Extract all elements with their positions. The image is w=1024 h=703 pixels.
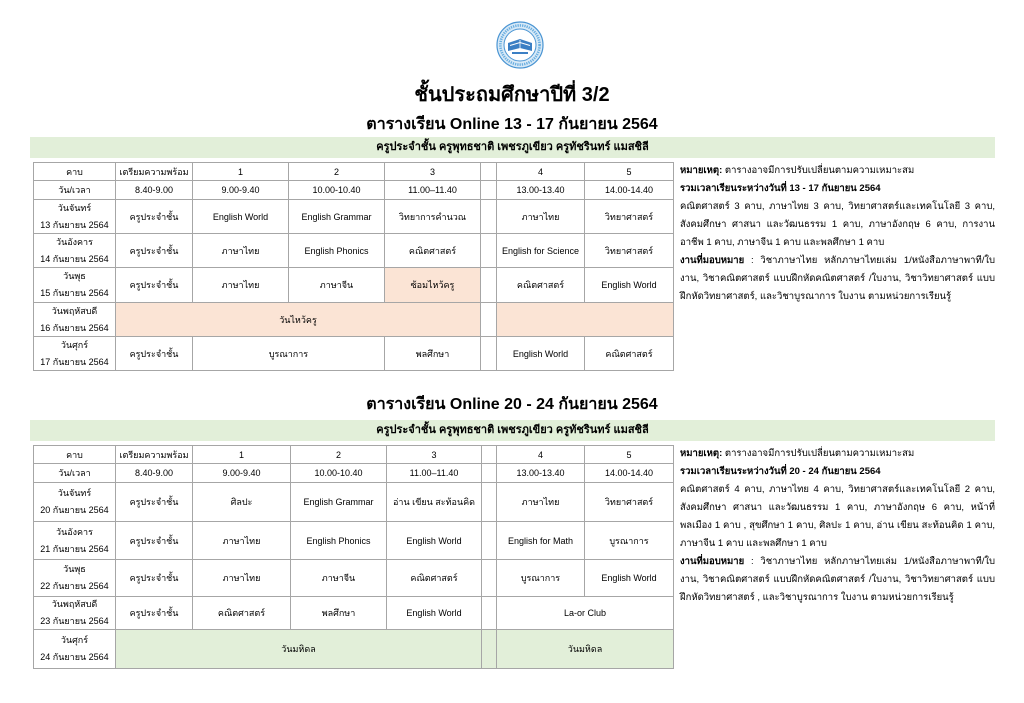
- subject-label: บูรณาการ: [609, 535, 649, 546]
- subject-label: English World: [601, 280, 657, 290]
- day-row: [34, 337, 674, 371]
- subject-label: คณิตศาสตร์: [605, 348, 653, 359]
- timetable-week-1: [33, 162, 674, 371]
- subject-label: ครูประจำชั้น: [129, 497, 179, 507]
- day-name: วันพฤหัสบดี: [51, 305, 98, 316]
- subject-label: English World: [406, 535, 462, 546]
- time-slot: 11.00–11.40: [408, 185, 457, 195]
- subject-cell: [193, 268, 289, 303]
- subject-label: พลศึกษา: [415, 348, 450, 359]
- day-row: [34, 630, 674, 669]
- subject-cell: [497, 522, 585, 560]
- lunch-break-cell: [482, 597, 497, 630]
- subject-label: ครูประจำชั้น: [129, 280, 179, 290]
- period-number-cell: [193, 446, 291, 464]
- lunch-break-cell: [481, 200, 497, 234]
- subject-label: English Phonics: [304, 245, 369, 256]
- subject-cell: [193, 200, 289, 234]
- subject-label: English World: [601, 573, 657, 583]
- subject-label: บูรณาการ: [520, 573, 561, 583]
- summary-text: คณิตศาสตร์ 4 คาบ, ภาษาไทย 4 คาบ, วิทยาศาสตร์และเทคโนโลยี 2 คาบ, สังคมศึกษา ศาสนา และวัฒนธรรม 1 คาบ, ภาษาอังกฤษ 6 คาบ, หน้าที่พลเมือง 1 คาบ , สุขศึกษา 1 คาบ, ศิลปะ 1 คาบ, อ่าน เขียน สะท้อนคิด 1 คาบ, ภาษาจีน 1 คาบ และพลศึกษา 1 คาบ: [680, 484, 995, 549]
- special-event-cell: [385, 268, 481, 303]
- period-number-cell: [387, 446, 482, 464]
- period-number: 4: [537, 166, 543, 177]
- day-date: 16 กันยายน 2564: [40, 322, 109, 333]
- period-number: เตรียมความพร้อม: [119, 166, 189, 177]
- subject-label: ภาษาไทย: [521, 211, 560, 222]
- subject-label: English Phonics: [306, 535, 371, 546]
- lunch-break-cell: [482, 630, 497, 669]
- subject-label: English for Science: [501, 245, 580, 256]
- subject-cell: [497, 200, 585, 234]
- homeroom-teachers-bar: ครูประจำชั้น ครูพุทธชาติ เพชรภูเขียว ครูทัชรินทร์ แมสชิลี: [30, 420, 995, 441]
- time-slot-cell: [116, 181, 193, 200]
- time-slot: 10.00-10.40: [312, 185, 361, 195]
- lunch-break-cell: [482, 522, 497, 560]
- subject-label: English World: [512, 348, 569, 359]
- day-label-cell: [34, 630, 116, 669]
- special-event-cell: [497, 303, 674, 337]
- subject-label: ภาษาไทย: [222, 573, 261, 583]
- period-number-cell: [585, 163, 674, 181]
- subject-cell: [387, 560, 482, 597]
- subject-cell: [585, 234, 674, 268]
- subject-cell: [385, 337, 481, 371]
- subject-cell: [585, 522, 674, 560]
- day-name: วันพุธ: [63, 564, 86, 574]
- period-number: 2: [333, 166, 339, 177]
- period-number-cell: [585, 446, 674, 464]
- time-row: [34, 464, 674, 483]
- subject-label: English Grammar: [303, 497, 374, 507]
- subject-cell: [585, 337, 674, 371]
- subject-label: ครูประจำชั้น: [129, 573, 179, 583]
- grade-title: ชั้นประถมศึกษาปีที่ 3/2: [414, 84, 610, 106]
- school-emblem-icon: [496, 21, 544, 69]
- day-name: วันศุกร์: [60, 339, 89, 350]
- time-row: [34, 181, 674, 200]
- subject-cell: [291, 597, 387, 630]
- assignment-text: : วิชาภาษาไทย หลักภาษาไทยเล่ม 1/หนังสือภาษาพาที/ใบงาน, วิชาคณิตศาสตร์ แบบฝึกหัดคณิตศาสตร์ /ใบงาน, วิชาวิทยาศาสตร์ แบบฝึกหัดวิทยาศาสตร์, และวิชาบูรณาการ ใบงาน ตามหน่วยการเรียนรู้: [680, 255, 996, 302]
- day-row: [34, 268, 674, 303]
- schedule-title: ตารางเรียน Online 13 - 17 กันยายน 2564: [366, 116, 658, 133]
- time-slot: 8.40-9.00: [134, 468, 174, 478]
- subject-cell: [497, 483, 585, 522]
- period-number: 1: [238, 449, 244, 460]
- subject-label: ภาษาไทย: [521, 497, 560, 507]
- day-row: [34, 483, 674, 522]
- time-slot: 13.00-13.40: [516, 185, 565, 195]
- day-date: 17 กันยายน 2564: [40, 356, 109, 367]
- period-number: 1: [237, 166, 243, 177]
- schedule-title: ตารางเรียน Online 20 - 24 กันยายน 2564: [366, 396, 658, 413]
- remark-line: [680, 162, 995, 180]
- subject-cell: [585, 483, 674, 522]
- subject-label: ภาษาจีน: [321, 573, 356, 583]
- subject-label: บูรณาการ: [268, 348, 309, 359]
- assignment-text: : วิชาภาษาไทย หลักภาษาไทยเล่ม 1/หนังสือภาษาพาที/ใบงาน, วิชาคณิตศาสตร์ แบบฝึกหัดคณิตศาสตร์ /ใบงาน, วิชาวิทยาศาสตร์ แบบฝึกหัดวิทยาศาสตร์ , และวิชาบูรณาการ ใบงาน ตามหน่วยการเรียนรู้: [680, 556, 996, 603]
- day-date: 13 กันยายน 2564: [40, 219, 109, 230]
- subject-label: คณิตศาสตร์: [408, 245, 457, 256]
- period-number: 4: [537, 449, 543, 460]
- lunch-break-cell: [481, 303, 497, 337]
- subject-label: ครูประจำชั้น: [129, 535, 179, 546]
- period-number: 2: [335, 449, 341, 460]
- time-slot-cell: [385, 181, 481, 200]
- day-date: 23 กันยายน 2564: [40, 616, 109, 626]
- subject-cell: [497, 337, 585, 371]
- period-header-cell: [34, 446, 116, 464]
- time-slot-cell: [116, 464, 193, 483]
- day-row: [34, 303, 674, 337]
- subject-cell: [387, 483, 482, 522]
- subject-cell: [116, 483, 193, 522]
- day-label-cell: [34, 234, 116, 268]
- time-slot-cell: [193, 181, 289, 200]
- subject-label: วิทยาการคำนวณ: [398, 211, 467, 222]
- time-header-label: วัน/เวลา: [58, 185, 91, 195]
- time-slot: 9.00-9.40: [221, 185, 260, 195]
- day-label-cell: [34, 483, 116, 522]
- period-number-cell: [291, 446, 387, 464]
- subject-label: English World: [212, 211, 269, 222]
- day-name: วันจันทร์: [57, 488, 92, 498]
- subject-cell: [116, 560, 193, 597]
- subject-label: La-or Club: [563, 608, 607, 618]
- subject-cell: [585, 200, 674, 234]
- subject-cell: [289, 200, 385, 234]
- subject-cell: [497, 560, 585, 597]
- subject-label: ครูประจำชั้น: [129, 608, 179, 618]
- lunch-break-cell: [481, 181, 497, 200]
- subject-cell: [291, 560, 387, 597]
- day-name: วันพฤหัสบดี: [51, 599, 98, 609]
- assignment-line: [680, 553, 995, 607]
- day-label-cell: [34, 522, 116, 560]
- time-slot: 8.40-9.00: [134, 185, 174, 195]
- subject-cell: [193, 522, 291, 560]
- special-event-label: วันไหว้ครู: [279, 314, 317, 325]
- time-slot-cell: [585, 464, 674, 483]
- special-event-label: ซ้อมไหว้ครู: [410, 280, 455, 290]
- subject-cell: [385, 200, 481, 234]
- day-name: วันพุธ: [63, 271, 86, 281]
- special-event-label: วันมหิดล: [281, 644, 316, 654]
- subject-label: ภาษาจีน: [319, 280, 354, 290]
- period-number-cell: [116, 446, 193, 464]
- day-name: วันอังคาร: [56, 236, 93, 247]
- subject-label: English for Math: [507, 535, 574, 546]
- subject-label: วิทยาศาสตร์: [604, 211, 654, 222]
- subject-cell: [585, 560, 674, 597]
- day-label-cell: [34, 560, 116, 597]
- subject-cell: [497, 597, 674, 630]
- day-row: [34, 597, 674, 630]
- period-header-row: [34, 163, 674, 181]
- lunch-break-cell: [481, 268, 497, 303]
- period-number-cell: [289, 163, 385, 181]
- day-row: [34, 522, 674, 560]
- day-row: [34, 200, 674, 234]
- lunch-break-cell: [481, 163, 497, 181]
- summary-heading: รวมเวลาเรียนระหว่างวันที่ 13 - 17 กันยายน 2564: [680, 183, 881, 194]
- lunch-break-cell: [482, 560, 497, 597]
- subject-label: ครูประจำชั้น: [129, 211, 179, 222]
- subject-label: ภาษาไทย: [221, 245, 260, 256]
- day-date: 22 กันยายน 2564: [40, 581, 109, 591]
- period-number: 3: [431, 449, 437, 460]
- subject-label: พลศึกษา: [321, 608, 356, 618]
- time-header-cell: [34, 464, 116, 483]
- assignment-line: [680, 252, 995, 306]
- subject-label: คณิตศาสตร์: [217, 608, 266, 618]
- period-number-cell: [193, 163, 289, 181]
- subject-label: อ่าน เขียน สะท้อนคิด: [393, 497, 475, 507]
- day-row: [34, 560, 674, 597]
- subject-cell: [193, 560, 291, 597]
- period-number-cell: [385, 163, 481, 181]
- time-slot-cell: [387, 464, 482, 483]
- day-label-cell: [34, 200, 116, 234]
- day-date: 24 กันยายน 2564: [40, 652, 109, 662]
- special-event-cell: [116, 630, 482, 669]
- subject-label: English Grammar: [301, 211, 372, 222]
- period-header-cell: [34, 163, 116, 181]
- subject-cell: [116, 522, 193, 560]
- subject-label: ภาษาไทย: [221, 280, 260, 290]
- homeroom-teachers-bar: ครูประจำชั้น ครูพุทธชาติ เพชรภูเขียว ครูทัชรินทร์ แมสชิลี: [30, 137, 995, 158]
- day-date: 20 กันยายน 2564: [40, 505, 109, 515]
- subject-cell: [116, 268, 193, 303]
- subject-label: ครูประจำชั้น: [129, 348, 179, 359]
- subject-cell: [193, 234, 289, 268]
- subject-cell: [289, 268, 385, 303]
- day-date: 15 กันยายน 2564: [40, 288, 109, 298]
- subject-cell: [385, 234, 481, 268]
- day-row: [34, 234, 674, 268]
- day-label-cell: [34, 337, 116, 371]
- time-slot-cell: [497, 464, 585, 483]
- period-number: เตรียมความพร้อม: [119, 449, 189, 460]
- special-event-cell: [116, 303, 481, 337]
- subject-cell: [116, 597, 193, 630]
- period-header-label: คาบ: [66, 449, 83, 460]
- day-date: 14 กันยายน 2564: [40, 253, 109, 264]
- period-number-cell: [116, 163, 193, 181]
- period-number: 3: [429, 166, 435, 177]
- subject-label: วิทยาศาสตร์: [604, 245, 654, 256]
- subject-label: English World: [406, 608, 462, 618]
- lunch-break-cell: [482, 446, 497, 464]
- special-event-cell: [497, 630, 674, 669]
- time-slot-cell: [291, 464, 387, 483]
- time-slot-cell: [193, 464, 291, 483]
- timetable-week-2: [33, 445, 674, 669]
- day-name: วันศุกร์: [60, 635, 89, 645]
- day-label-cell: [34, 597, 116, 630]
- subject-cell: [387, 522, 482, 560]
- remark-line: [680, 445, 995, 463]
- summary-text: คณิตศาสตร์ 3 คาบ, ภาษาไทย 3 คาบ, วิทยาศาสตร์และเทคโนโลยี 3 คาบ, สังคมศึกษา ศาสนา และวัฒนธรรม 1 คาบ, ภาษาอังกฤษ 6 คาบ, การงานอาชีพ 1 คาบ, ภาษาจีน 1 คาบ และพลศึกษา 1 คาบ: [680, 201, 995, 248]
- period-header-label: คาบ: [66, 166, 83, 177]
- subject-cell: [116, 234, 193, 268]
- subject-cell: [116, 337, 193, 371]
- notes-week-1: [680, 162, 995, 306]
- day-label-cell: [34, 303, 116, 337]
- assignment-label: งานที่มอบหมาย: [680, 556, 745, 567]
- lunch-break-cell: [482, 483, 497, 522]
- subject-label: ครูประจำชั้น: [129, 245, 179, 256]
- summary-heading: รวมเวลาเรียนระหว่างวันที่ 20 - 24 กันยายน 2564: [680, 466, 881, 477]
- period-number-cell: [497, 446, 585, 464]
- time-slot: 10.00-10.40: [314, 468, 363, 478]
- time-slot: 9.00-9.40: [222, 468, 261, 478]
- special-event-label: วันมหิดล: [567, 644, 603, 654]
- period-number: 5: [626, 449, 632, 460]
- subject-cell: [116, 200, 193, 234]
- assignment-label: งานที่มอบหมาย: [680, 255, 745, 266]
- subject-cell: [497, 268, 585, 303]
- notes-week-2: [680, 445, 995, 607]
- time-header-cell: [34, 181, 116, 200]
- subject-cell: [289, 234, 385, 268]
- subject-label: คณิตศาสตร์: [516, 280, 565, 290]
- remark-text: ตารางอาจมีการปรับเปลี่ยนตามความเหมาะสม: [724, 165, 915, 176]
- period-number-cell: [497, 163, 585, 181]
- subject-cell: [193, 337, 385, 371]
- period-number: 5: [626, 166, 632, 177]
- time-slot: 14.00-14.40: [604, 468, 654, 478]
- lunch-break-cell: [482, 464, 497, 483]
- time-slot: 14.00-14.40: [604, 185, 654, 195]
- day-label-cell: [34, 268, 116, 303]
- day-date: 21 กันยายน 2564: [40, 543, 109, 554]
- subject-label: ศิลปะ: [230, 497, 253, 507]
- remark-label: หมายเหตุ:: [680, 165, 723, 176]
- subject-cell: [193, 597, 291, 630]
- time-slot: 11.00–11.40: [409, 468, 459, 478]
- remark-text: ตารางอาจมีการปรับเปลี่ยนตามความเหมาะสม: [724, 448, 915, 459]
- subject-cell: [387, 597, 482, 630]
- lunch-break-cell: [481, 337, 497, 371]
- time-slot-cell: [289, 181, 385, 200]
- period-header-row: [34, 446, 674, 464]
- subject-label: ภาษาไทย: [222, 535, 261, 546]
- day-name: วันจันทร์: [57, 202, 92, 213]
- subject-cell: [497, 234, 585, 268]
- subject-label: วิทยาศาสตร์: [604, 497, 654, 507]
- lunch-break-cell: [481, 234, 497, 268]
- time-slot-cell: [497, 181, 585, 200]
- time-slot: 13.00-13.40: [516, 468, 565, 478]
- time-slot-cell: [585, 181, 674, 200]
- time-header-label: วัน/เวลา: [58, 468, 91, 478]
- subject-cell: [291, 483, 387, 522]
- day-name: วันอังคาร: [56, 526, 93, 537]
- subject-cell: [291, 522, 387, 560]
- remark-label: หมายเหตุ:: [680, 448, 723, 459]
- subject-cell: [585, 268, 674, 303]
- subject-cell: [193, 483, 291, 522]
- subject-label: คณิตศาสตร์: [410, 573, 458, 583]
